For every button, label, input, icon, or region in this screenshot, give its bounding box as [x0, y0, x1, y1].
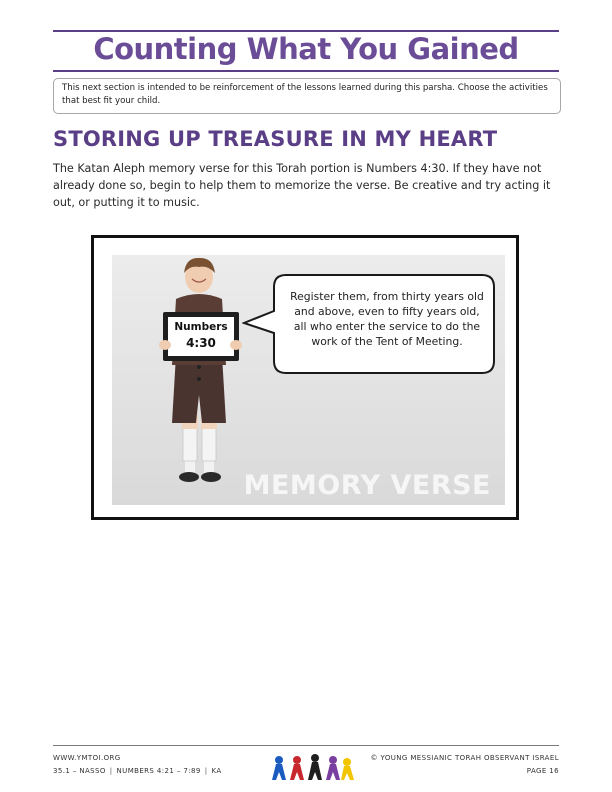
intro-paragraph: The Katan Aleph memory verse for this Torah portion is Numbers 4:30. If they have not already done so, begin to help them to memorize the verse. Be creative and try acting it out, or putting it to music. — [53, 162, 551, 209]
memory-verse-watermark: MEMORY VERSE — [243, 470, 491, 501]
title-underline — [53, 70, 559, 72]
speech-bubble-text: Register them, from thirty years old and above, even to fifty years old, all who enter the service to do the work of the Tent of Meeting. — [290, 290, 484, 348]
footer-rule — [53, 745, 559, 746]
footer-page-number: PAGE 16 — [526, 767, 559, 775]
sign-line-2: 4:30 — [186, 336, 216, 350]
page-title: Counting What You Gained — [93, 32, 519, 66]
instruction-note: This next section is intended to be reinforcement of the lessons learned during this parsha. Choose the activities that best fit your child. — [53, 78, 561, 114]
footer-bottom-row: 35.1 – NASSO | NUMBERS 4:21 – 7:89 | KA PAGE 16 — [53, 767, 559, 775]
memory-verse-illustration — [112, 255, 505, 505]
children-logo-icon — [268, 752, 356, 782]
sign-line-1: Numbers — [174, 321, 228, 333]
footer-level: KA — [211, 767, 222, 775]
section-heading: STORING UP TREASURE IN MY HEART — [53, 127, 498, 151]
footer-portion-code: 35.1 – NASSO — [53, 767, 106, 775]
footer-copyright: © YOUNG MESSIANIC TORAH OBSERVANT ISRAEL — [370, 754, 559, 762]
footer-reference: NUMBERS 4:21 – 7:89 — [116, 767, 201, 775]
memory-verse-frame — [91, 235, 519, 520]
footer-website-link[interactable]: WWW.YMTOI.ORG — [53, 754, 121, 762]
